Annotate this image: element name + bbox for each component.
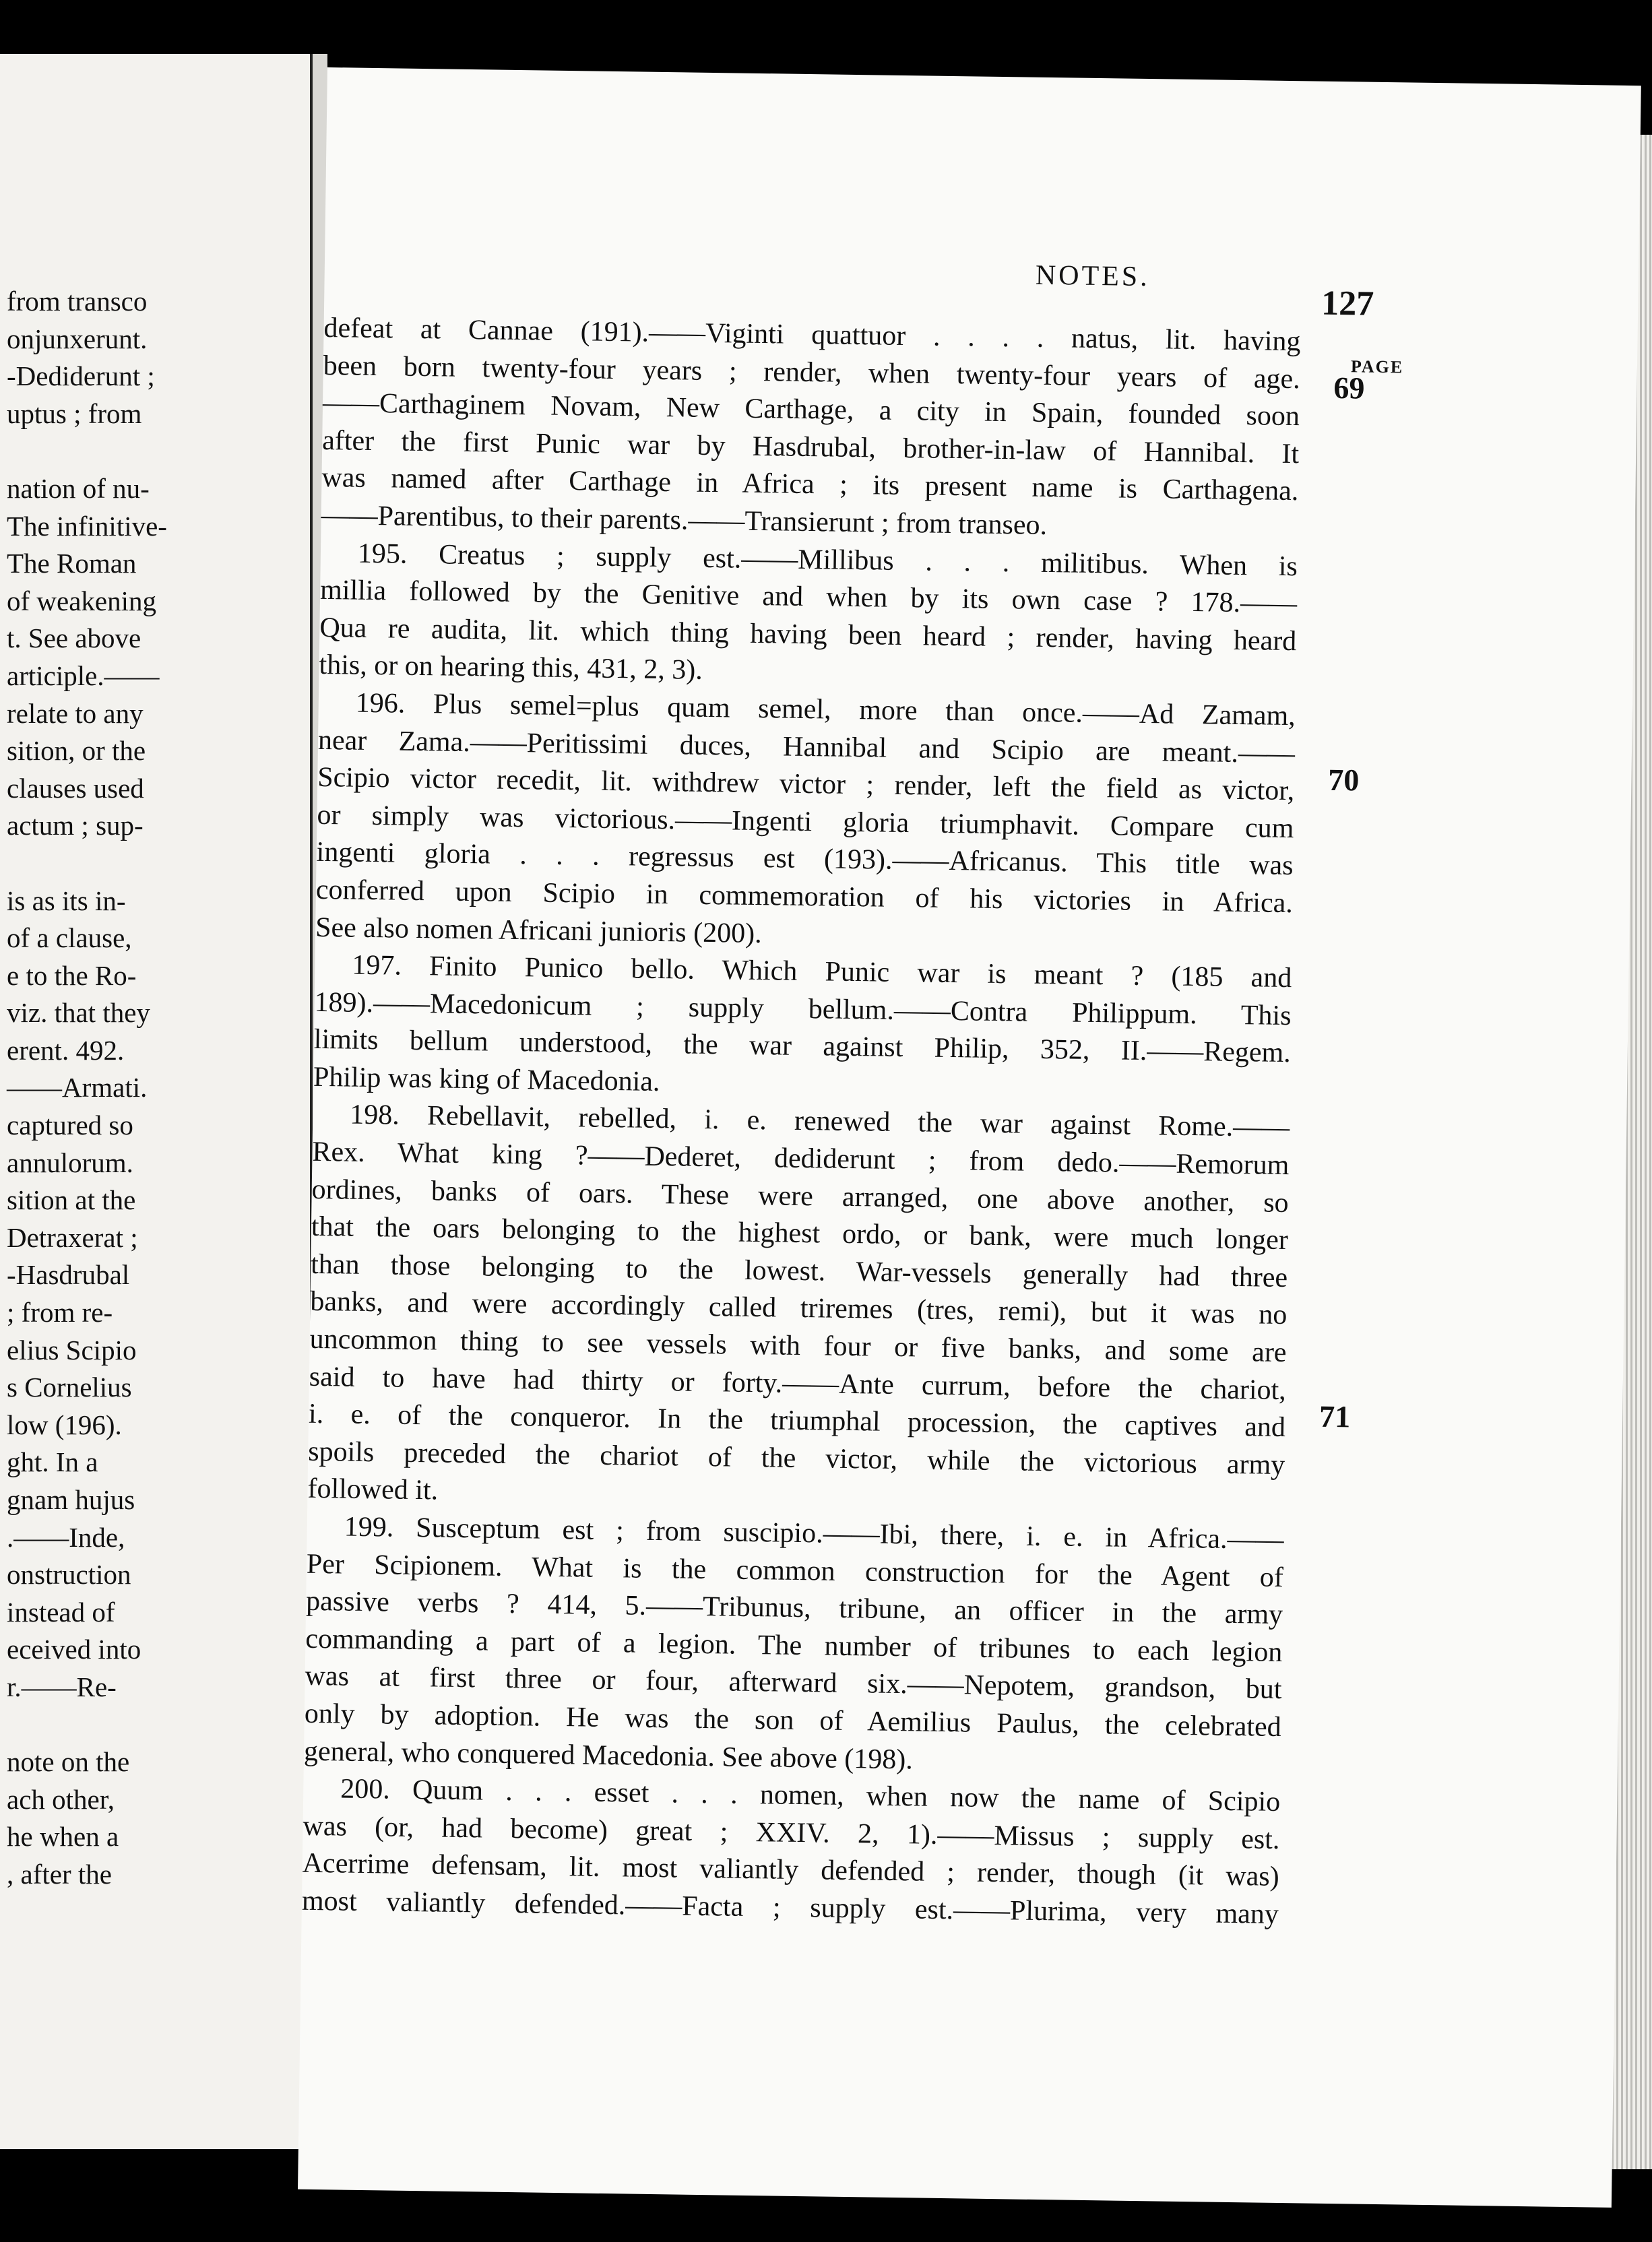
left-line: ——Armati. — [7, 1072, 148, 1103]
left-line: ght. In a — [7, 1446, 98, 1478]
text-line: Philip was king of Macedonia. — [313, 1061, 660, 1097]
text-line: defeat at Cannae (191).——Viginti quattuor . . . . natus, lit. having — [323, 312, 1301, 358]
left-line: viz. that they — [7, 997, 150, 1029]
margin-page-ref: 69 — [1333, 370, 1365, 406]
left-line: , after the — [7, 1858, 112, 1890]
text-line: was (or, had become) great ; XXIV. 2, 1).——Missus ; supply est. — [303, 1810, 1280, 1855]
left-line: r.——Re- — [7, 1671, 117, 1702]
text-line: limits bellum understood, the war against Philip, 352, II.——Regem. — [313, 1024, 1292, 1069]
text-line: ingenti gloria . . . regressus est (193).——Africanus. This title was — [316, 837, 1294, 882]
left-line: actum ; sup- — [7, 810, 144, 841]
text-line: general, who conquered Macedonia. See above (198). — [303, 1735, 914, 1775]
text-line: conferred upon Scipio in commemoration of his victories in Africa. — [315, 874, 1294, 920]
left-line: nation of nu- — [7, 472, 150, 504]
left-line: clauses used — [7, 772, 144, 804]
right-page — [298, 67, 1641, 2208]
text-line: banks, and were accordingly called triremes (tres, remi), but it was no — [310, 1286, 1288, 1331]
left-line: -Dediderunt ; — [7, 360, 155, 392]
text-line: after the first Punic war by Hasdrubal, brother-in-law of Hannibal. It — [321, 424, 1300, 470]
page-label: PAGE — [1350, 356, 1404, 377]
left-line: ach other, — [7, 1783, 115, 1815]
left-line: The Roman — [7, 548, 137, 579]
text-line: uncommon thing to see vessels with four or five banks, and some are — [309, 1323, 1287, 1369]
left-line: articiple.—— — [7, 660, 160, 691]
left-line: annulorum. — [7, 1147, 133, 1178]
left-line: from transco — [7, 286, 148, 317]
left-line: s Cornelius — [7, 1372, 132, 1403]
running-head: NOTES. — [1035, 259, 1151, 293]
text-line: Per Scipionem. What is the common construction for the Agent of — [306, 1548, 1284, 1593]
text-line: 197. Finito Punico bello. Which Punic war is meant ? (185 and — [352, 949, 1292, 994]
text-line: Rex. What king ?——Dederet, dediderunt ; from dedo.——Remorum — [312, 1136, 1290, 1182]
left-line: onstruction — [7, 1559, 131, 1591]
text-line: than those belonging to the lowest. War-vessels generally had three — [310, 1248, 1288, 1293]
text-line: near Zama.——Peritissimi duces, Hannibal and Scipio are meant.—— — [317, 724, 1296, 769]
left-line: .——Inde, — [7, 1521, 125, 1553]
text-line: Scipio victor recedit, lit. withdrew victor ; render, left the field as victor, — [317, 762, 1295, 807]
left-line: relate to any — [7, 697, 144, 729]
text-line: Qua re audita, lit. which thing having been heard ; render, having heard — [319, 612, 1297, 657]
text-line: ——Carthaginem Novam, New Carthage, a city in Spain, founded soon — [322, 387, 1300, 433]
left-page-text — [0, 283, 310, 1894]
notes-text — [302, 310, 1301, 1934]
left-line: ; from re- — [7, 1297, 113, 1328]
left-line — [0, 1706, 310, 1744]
left-line: captured so — [7, 1110, 133, 1141]
text-line: was named after Carthage in Africa ; its present name is Carthagena. — [321, 462, 1299, 507]
left-line: uptus ; from — [7, 397, 142, 429]
margin-page-ref: 71 — [1319, 1399, 1351, 1434]
text-line: 196. Plus semel=plus quam semel, more than once.——Ad Zamam, — [355, 687, 1296, 732]
text-line: 189).——Macedonicum ; supply bellum.——Contra Philippum. This — [314, 986, 1292, 1031]
text-line: 200. Quum . . . esset . . . nomen, when now the name of Scipio — [340, 1773, 1281, 1818]
left-line — [0, 845, 310, 883]
margin-page-ref: 70 — [1328, 762, 1360, 798]
text-line: 198. Rebellavit, rebelled, i. e. renewed the war against Rome.—— — [349, 1099, 1290, 1144]
text-line: i. e. of the conqueror. In the triumphal procession, the captives and — [308, 1399, 1286, 1444]
left-page — [0, 54, 313, 2149]
text-line: millia followed by the Genitive and when by its own case ? 178.—— — [319, 575, 1298, 620]
left-line: -Hasdrubal — [7, 1259, 130, 1291]
left-line: of a clause, — [7, 922, 132, 954]
text-line: 195. Creatus ; supply est.——Millibus . . . militibus. When is — [357, 538, 1298, 582]
text-line: passive verbs ? 414, 5.——Tribunus, tribune, an officer in the army — [305, 1585, 1283, 1631]
text-line: See also nomen Africani junioris (200). — [315, 911, 762, 949]
text-line: been born twenty-four years ; render, when twenty-four years of age. — [323, 350, 1301, 395]
left-line: he when a — [7, 1821, 119, 1853]
left-line: sition, or the — [7, 735, 146, 767]
text-line: 199. Susceptum est ; from suscipio.——Ibi, there, i. e. in Africa.—— — [344, 1511, 1284, 1556]
left-line — [0, 433, 310, 470]
text-line: followed it. — [307, 1473, 439, 1506]
left-line: low (196). — [7, 1409, 122, 1440]
text-line: this, or on hearing this, 431, 2, 3). — [319, 649, 703, 686]
text-line: Acerrime defensam, lit. most valiantly defended ; render, though (it was) — [302, 1848, 1279, 1893]
text-line: was at first three or four, afterward six.——Nepotem, grandson, but — [305, 1661, 1282, 1706]
left-line: instead of — [7, 1596, 115, 1628]
text-line: that the oars belonging to the highest ordo, or bank, were much longer — [311, 1211, 1289, 1256]
text-line: most valiantly defended.——Facta ; supply est.——Plurima, very many — [301, 1885, 1279, 1930]
left-line: is as its in- — [7, 885, 126, 916]
left-line: sition at the — [7, 1184, 136, 1216]
text-line: or simply was victorious.——Ingenti gloria triumphavit. Compare cum — [317, 799, 1294, 844]
left-line: e to the Ro- — [7, 959, 137, 991]
left-line: gnam hujus — [7, 1484, 135, 1515]
text-line: said to have had thirty or forty.——Ante currum, before the chariot, — [309, 1361, 1287, 1406]
text-line: commanding a part of a legion. The number of tribunes to each legion — [305, 1623, 1283, 1668]
left-line: The infinitive- — [7, 510, 167, 542]
text-line: ——Parentibus, to their parents.——Transierunt ; from transeo. — [321, 499, 1048, 541]
text-line: only by adoption. He was the son of Aemilius Paulus, the celebrated — [304, 1698, 1282, 1743]
page-number: 127 — [1321, 284, 1374, 323]
left-line: of weakening — [7, 585, 156, 616]
text-line: spoils preceded the chariot of the victor, while the victorious army — [307, 1436, 1285, 1481]
left-line: note on the — [7, 1746, 130, 1778]
left-line: erent. 492. — [7, 1034, 125, 1066]
left-line: Detraxerat ; — [7, 1221, 138, 1253]
left-line: elius Scipio — [7, 1334, 137, 1366]
left-line: t. See above — [7, 622, 141, 654]
left-line: onjunxerunt. — [7, 323, 148, 354]
left-line: eceived into — [7, 1634, 141, 1665]
text-line: ordines, banks of oars. These were arranged, one above another, so — [311, 1174, 1289, 1219]
